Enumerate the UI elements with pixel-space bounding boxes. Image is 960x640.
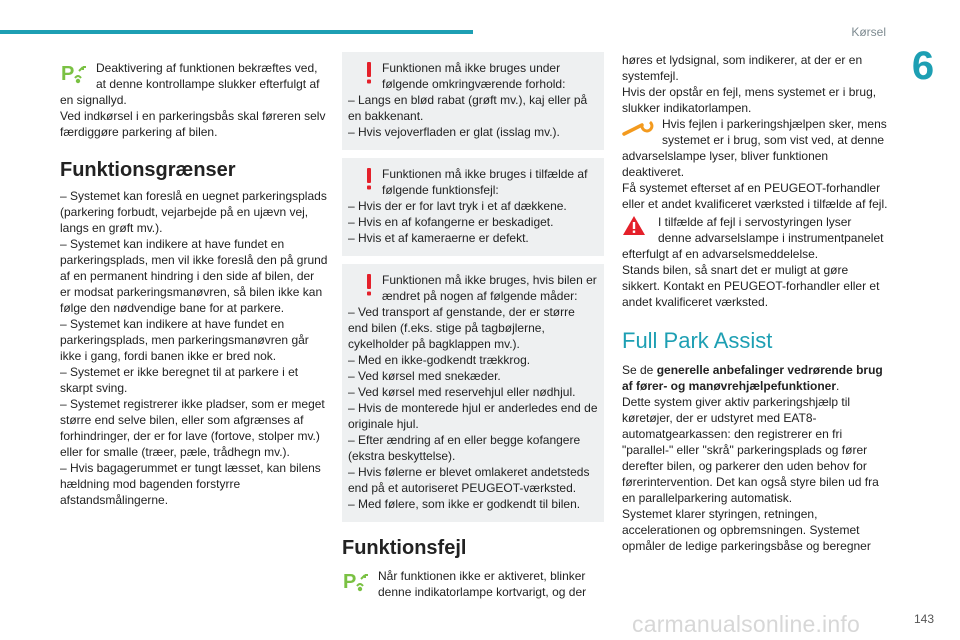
- svg-text:P: P: [343, 571, 357, 593]
- warning-triangle-icon: [622, 215, 646, 240]
- warning-box-modifications: [342, 264, 604, 522]
- warning-text-faults: Funktionen må ikke bruges i tilfælde af følgende funktionsfejl: – Hvis der er for lavt tryk i et af dækkene. – Hvis en af kofangerne er beskadiget. – Hvis et af kameraerne er defekt.: [348, 167, 588, 245]
- wrench-note: [622, 116, 888, 212]
- column-left: [60, 60, 328, 508]
- warning-box-environment: [342, 52, 604, 150]
- full-park-assist-heading: Full Park Assist: [622, 328, 773, 353]
- limits-heading: Funktionsgrænser: [60, 159, 236, 181]
- ref-prefix: Se de: [622, 363, 657, 377]
- steering-warning-note: [622, 214, 888, 310]
- section-label: Kørsel: [851, 25, 886, 39]
- ref-suffix: .: [836, 379, 840, 393]
- page-number: 143: [913, 612, 934, 626]
- malfunction-text: Når funktionen ikke er aktiveret, blinker denne indikatorlampe kortvarigt, og der: [378, 569, 587, 599]
- column-right: [622, 52, 888, 554]
- chapter-number: 6: [911, 44, 935, 88]
- ref-bold: generelle anbefalinger vedrørende brug af fører- og manøvrehjælpefunktioner: [622, 363, 883, 393]
- exclamation-icon: [366, 62, 372, 88]
- fault-continued-text: høres et lydsignal, som indikerer, at der er en systemfejl. Hvis der opstår en fejl, mens systemet er i brug, slukker indikatorlampen.: [622, 53, 877, 115]
- recommendations-ref: [622, 362, 888, 394]
- parking-assist-green-icon: [60, 61, 90, 89]
- malfunction-note: [342, 568, 604, 600]
- steering-warning-text: I tilfælde af fejl i servostyringen lyser denne advarselslampe i instrumentpanelet efterfulgt af en advarselsmeddelelse. Stands bilen, så snart det er muligt at gøre sikkert. Kontakt en PEUGEOT-forhandler eller et andet kvalificeret værksted.: [622, 215, 884, 309]
- warning-text-environment: Funktionen må ikke bruges under følgende omkringværende forhold: – Langs en blød rabat (grøft mv.), kaj eller på en bakkenant. – Hvis vejoverfladen er glat (isslag mv.).: [348, 61, 588, 139]
- deactivation-note: [60, 60, 328, 140]
- limits-text: – Systemet kan foreslå en uegnet parkeringsplads (parkering forbudt, vejarbejde på en ujævn vej, langs en grøft mv.). – Systemet kan indikere at have fundet en parkeringsplads, men vil ikke foreslå den på grund af en permanent hindring i den side af bilen, der er modsat parkeringsmanøvren, så bilen ikke kan følge den nødvendige bane for at parkere. – Systemet kan indikere at have fundet en parkeringsplads, men parkeringsmanøvren går ikke i gang, fordi banen ikke er bred nok. – Systemet er ikke beregnet til at parkere i et skarpt sving. – Systemet registrerer ikke pladser, som er meget større end selve bilen, eller som afgrænses af forhindringer, der er for lave (fortove, stolper mv.) eller for smalle (træer, pæle, trådhegn mv.). – Hvis bagagerummet er tungt læsset, kan bilens hældning mod bagenden forstyrre afstandsmålingerne.: [60, 189, 328, 507]
- full-park-assist-text: Dette system giver aktiv parkeringshjælp til køretøjer, der er udstyret med EAT8-automatgearkassen: den registrerer en fri "parallel-" eller "skrå" parkeringsplads og fører derefter bilen, og parkerer den uden behov for førerintervention. Det kan også styre bilen ud fra en parallelparkering automatisk. Systemet klarer styringen, retningen, accelerationen og opbremsningen. Systemet opmåler de ledige parkeringsbåse og beregner: [622, 395, 879, 553]
- watermark: carmanualsonline.info: [632, 611, 860, 637]
- svg-text:P: P: [61, 63, 75, 85]
- malfunction-heading: Funktionsfejl: [342, 537, 467, 559]
- parking-assist-green-icon: [342, 569, 372, 597]
- exclamation-icon: [366, 274, 372, 300]
- wrench-icon: [622, 119, 654, 141]
- column-middle: [342, 52, 604, 600]
- exclamation-icon: [366, 168, 372, 194]
- header-accent-bar: [0, 30, 473, 34]
- warning-text-modifications: Funktionen må ikke bruges, hvis bilen er ændret på nogen af følgende måder: – Ved transport af genstande, der er større end bilen (f.eks. stige på tagbøjlerne, cykelholder på bagklappen mv.). – Med en ikke-godkendt trækkrog. – Ved kørsel med snekæder. – Ved kørsel med reservehjul eller nødhjul. – Hvis de monterede hjul er anderledes end de originale hjul. – Efter ændring af en eller begge kofangere (ekstra beskyttelse). – Hvis følerne er blevet omlakeret andetsteds end på et autoriseret PEUGEOT-værksted. – Med følere, som ikke er godkendt til bilen.: [348, 273, 598, 511]
- deactivation-text: Deaktivering af funktionen bekræftes ved, at denne kontrollampe slukker efterfulgt af en signallyd. Ved indkørsel i en parkeringsbås skal føreren selv færdiggøre parkering af bilen.: [60, 61, 326, 139]
- wrench-text: Hvis fejlen i parkeringshjælpen sker, mens systemet er i brug, som vist ved, at denne advarselslampe lyser, bliver funktionen deaktiveret. Få systemet efterset af en PEUGEOT-forhandler eller et andet kvalificeret værksted i tilfælde af fejl.: [622, 117, 888, 211]
- warning-box-faults: [342, 158, 604, 256]
